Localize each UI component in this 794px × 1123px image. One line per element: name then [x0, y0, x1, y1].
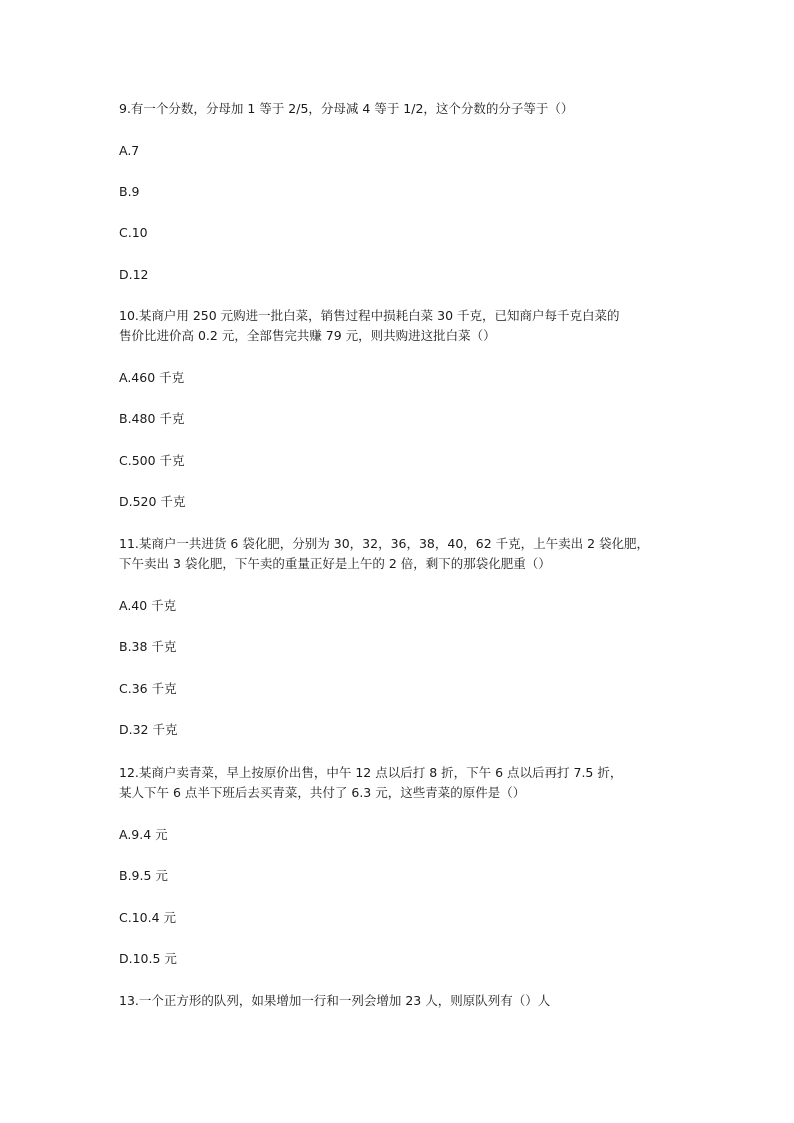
question-13-stem-line-1: 13.一个正方形的队列，如果增加一行和一列会增加 23 人，则原队列有（）人	[119, 993, 551, 1008]
question-10-option-d: D.520 千克	[119, 494, 186, 509]
question-11-stem-line-2: 下午卖出 3 袋化肥，下午卖的重量正好是上午的 2 倍，剩下的那袋化肥重（）	[119, 556, 551, 571]
question-12-option-a: A.9.4 元	[119, 827, 168, 842]
question-10-option-b: B.480 千克	[119, 411, 185, 426]
question-12-option-d: D.10.5 元	[119, 951, 177, 966]
question-10-option-a: A.460 千克	[119, 370, 185, 385]
question-9-option-b: B.9	[119, 184, 140, 199]
question-12-option-c: C.10.4 元	[119, 910, 177, 925]
question-12-stem-line-2: 某人下午 6 点半下班后去买青菜，共付了 6.3 元，这些青菜的原件是（）	[119, 785, 526, 800]
question-12-option-b: B.9.5 元	[119, 868, 168, 883]
question-11-option-b: B.38 千克	[119, 639, 177, 654]
question-9-stem-line-1: 9.有一个分数，分母加 1 等于 2/5，分母减 4 等于 1/2，这个分数的分子等于（）	[119, 101, 574, 116]
question-11-option-a: A.40 千克	[119, 598, 177, 613]
question-9-option-d: D.12	[119, 267, 149, 282]
question-11-option-c: C.36 千克	[119, 681, 177, 696]
question-10-option-c: C.500 千克	[119, 453, 185, 468]
question-11-stem-line-1: 11.某商户一共进货 6 袋化肥，分别为 30，32，36，38，40，62 千克，上午卖出 2 袋化肥，	[119, 536, 650, 551]
question-9-option-a: A.7	[119, 143, 140, 158]
question-11-option-d: D.32 千克	[119, 722, 178, 737]
question-12-stem-line-1: 12.某商户卖青菜，早上按原价出售，中午 12 点以后打 8 折，下午 6 点以后再打 7.5 折，	[119, 765, 623, 780]
question-10-stem-line-2: 售价比进价高 0.2 元，全部售完共赚 79 元，则共购进这批白菜（）	[119, 328, 496, 343]
question-9-option-c: C.10	[119, 225, 148, 240]
question-10-stem-line-1: 10.某商户用 250 元购进一批白菜，销售过程中损耗白菜 30 千克，已知商户每千克白菜的	[119, 308, 620, 323]
